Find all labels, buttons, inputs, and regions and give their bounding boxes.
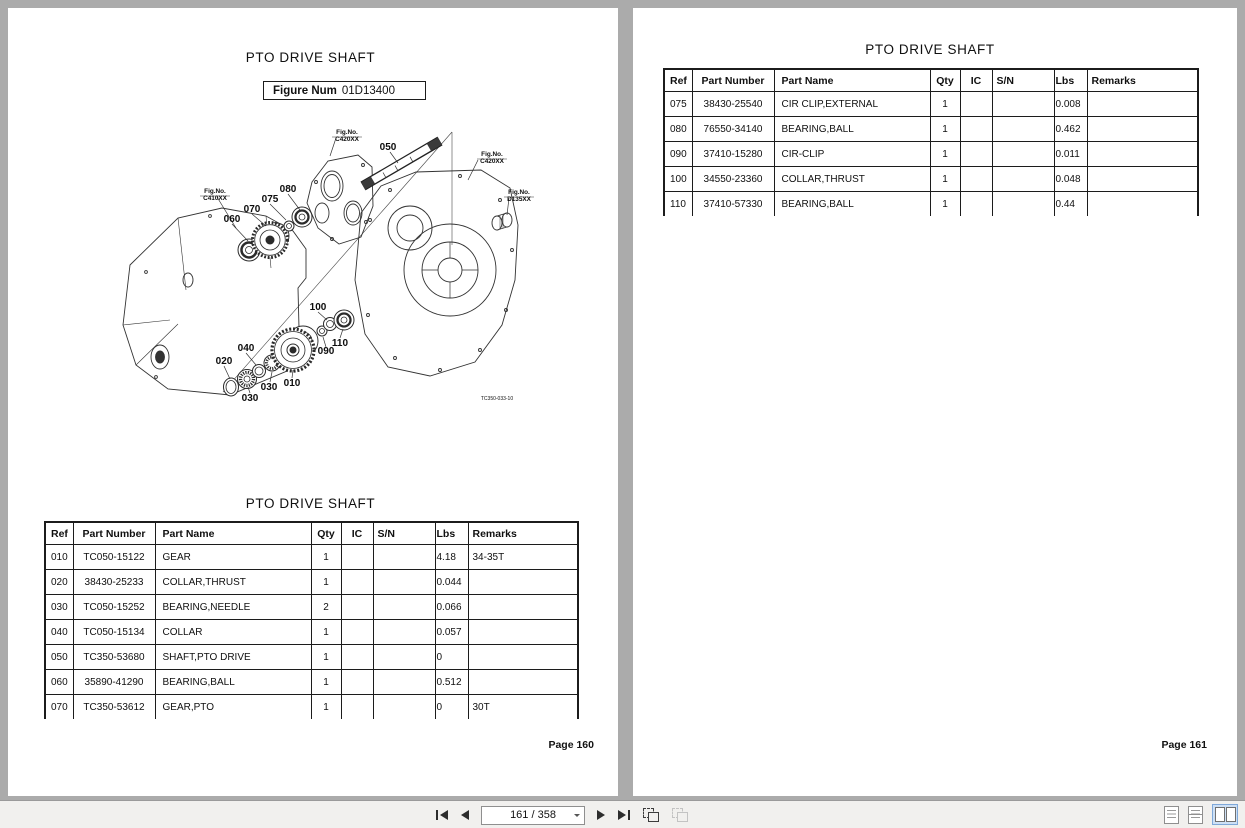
figure-number-box [263,81,426,100]
page-footer: Page 160 [548,739,594,751]
table-row: 080 76550-34140 BEARING,BALL 1 0.462 [664,117,1198,142]
previous-page-button[interactable] [460,809,470,821]
diagram-callout-label: 060 [223,214,241,225]
first-page-button[interactable] [435,809,449,821]
table-row: 110 37410-57330 BEARING,BALL 1 0.44 [664,192,1198,217]
axis-lines [223,132,452,392]
diagram-callout-label: Fig.No. C420XX [480,151,504,165]
table-row: 090 37410-15280 CIR-CLIP 1 0.011 [664,142,1198,167]
single-page-layout-icon[interactable] [1164,806,1179,824]
column-header: IC [960,69,992,92]
diagram-callout-label: 080 [279,184,297,195]
shaft-050 [363,141,440,186]
page-footer: Page 161 [1161,739,1207,751]
diagram-callout-label: TC350-033-10 [480,396,514,402]
figure-number-label: Figure Num [273,84,337,97]
column-header: Qty [311,522,341,545]
diagram-callout-label: 030 [260,382,278,393]
first-page-icon [436,810,438,820]
diagram-callout-label: Fig.No. C410XX [203,188,227,202]
table-row: 100 34550-23360 COLLAR,THRUST 1 0.048 [664,167,1198,192]
column-header: Lbs [1054,69,1087,92]
diagram-callout-label: 030 [241,393,259,404]
table-row: 075 38430-25540 CIR CLIP,EXTERNAL 1 0.008 [664,92,1198,117]
continuous-layout-icon[interactable] [1188,806,1203,824]
previous-page-icon [461,810,469,820]
pdf-page-left [8,8,618,796]
next-page-button[interactable] [596,809,606,821]
diagram-callout-label: 110 [331,338,349,349]
page-indicator: 161 / 358 [510,809,556,821]
last-page-icon [628,810,630,820]
column-header: Remarks [1087,69,1198,92]
page-number-combobox[interactable] [481,806,585,825]
column-header: S/N [373,522,435,545]
figure-number-value: 01D13400 [341,84,395,97]
diagram-callout-label: 090 [317,346,335,357]
column-header: Part Name [774,69,930,92]
diagram-callout-label: 020 [215,356,233,367]
next-page-icon [597,810,605,820]
column-header: Part Number [692,69,774,92]
table-row: 020 38430-25233 COLLAR,THRUST 1 0.044 [45,570,578,595]
viewer-toolbar [0,800,1245,828]
chevron-down-icon [574,814,580,820]
page-navigation [435,805,689,825]
diagram-callout-label: 075 [261,194,279,205]
table-header-row [45,522,578,545]
diagram-callout-label: Fig.No. D135XX [507,189,531,203]
leader-lines [200,137,534,393]
page-title: PTO DRIVE SHAFT [245,50,376,65]
table-title: PTO DRIVE SHAFT [865,42,995,57]
table-row: 010 TC050-15122 GEAR 1 4.18 34-35T [45,545,578,570]
table-row: 030 TC050-15252 BEARING,NEEDLE 2 0.066 [45,595,578,620]
parts-table-right [663,68,1199,216]
upper-parts [238,207,312,261]
table-header-row [664,69,1198,92]
table-row: 040 TC050-15134 COLLAR 1 0.057 [45,620,578,645]
page-layout-switcher [1164,804,1238,825]
parts-table-left [44,521,579,719]
diagram-callout-label: 070 [243,204,261,215]
next-view-icon [672,808,688,822]
column-header: Part Number [73,522,155,545]
table-row: 070 TC350-53612 GEAR,PTO 1 0 30T [45,695,578,720]
column-header: Part Name [155,522,311,545]
diagram-callout-label: Fig.No. C420XX [335,129,359,143]
next-view-button[interactable] [671,807,689,823]
table-row: 060 35890-41290 BEARING,BALL 1 0.512 [45,670,578,695]
diagram-callout-label: 050 [379,142,397,153]
column-header: Lbs [435,522,468,545]
column-header: Ref [664,69,692,92]
previous-view-button[interactable] [642,807,660,823]
last-page-button[interactable] [617,809,631,821]
column-header: Remarks [468,522,578,545]
pdf-page-right [633,8,1237,796]
column-header: Qty [930,69,960,92]
facing-pages-layout-icon[interactable] [1212,804,1238,825]
exploded-parts-diagram [60,120,580,420]
previous-view-icon [643,808,659,822]
diagram-callout-label: 010 [283,378,301,389]
column-header: IC [341,522,373,545]
table-row: 050 TC350-53680 SHAFT,PTO DRIVE 1 0 [45,645,578,670]
diagram-callout-label: 040 [237,343,255,354]
housing-outlines [123,155,518,395]
column-header: Ref [45,522,73,545]
diagram-callout-label: 100 [309,302,327,313]
table-title: PTO DRIVE SHAFT [245,496,376,511]
column-header: S/N [992,69,1054,92]
